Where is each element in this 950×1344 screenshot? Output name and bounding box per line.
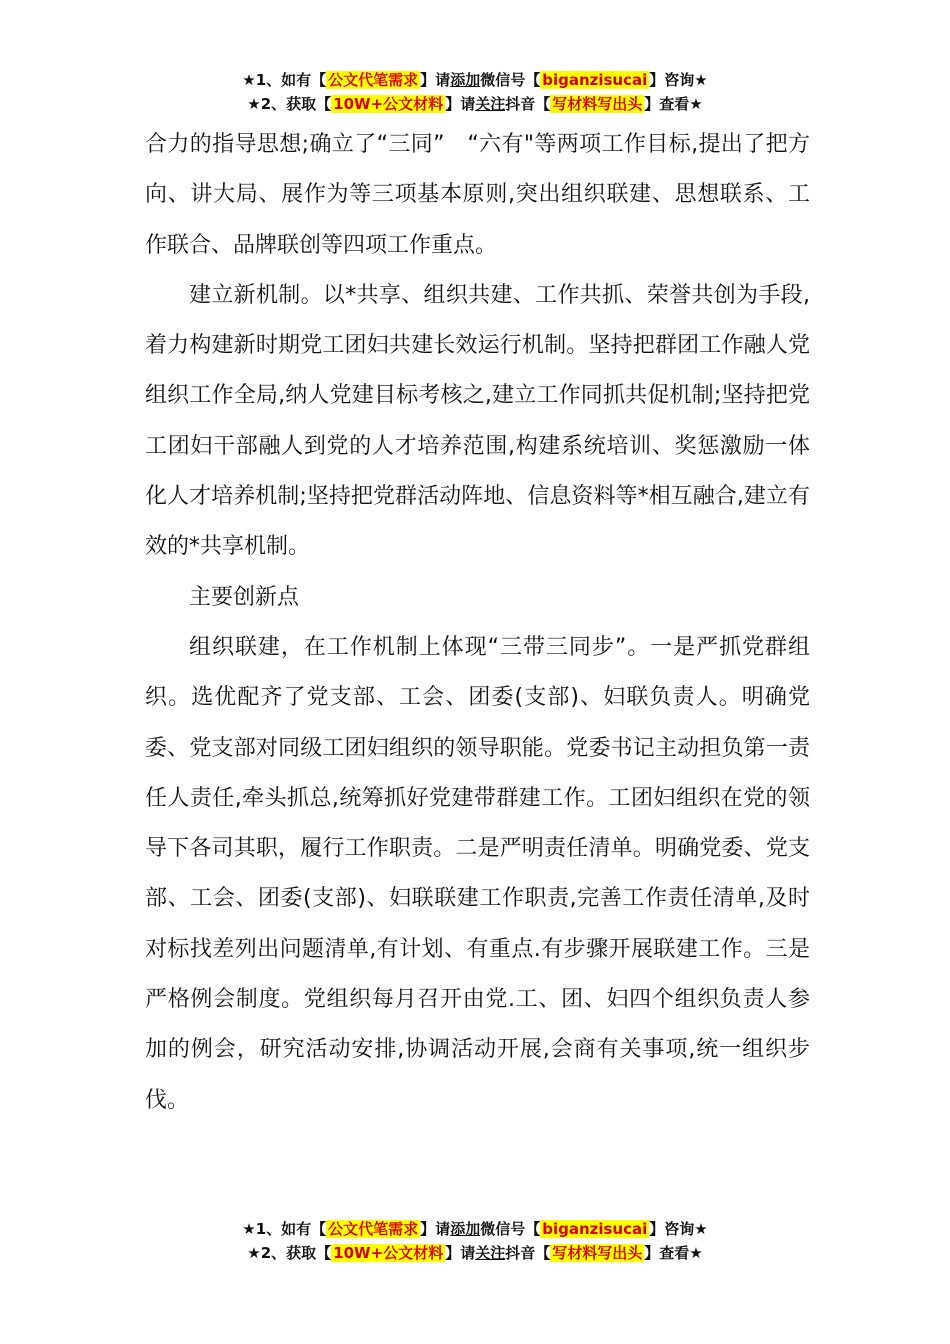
promo-text: ★2、获取【 [247,95,332,113]
document-body [145,120,810,1126]
promo-text: 】请 [445,95,476,113]
promo-text: ★1、如有【 [242,1220,327,1238]
promo-line-1 [0,1217,950,1241]
highlight-ghostwriting: 公文代笔需求 [328,71,419,89]
promo-line-2 [0,1241,950,1265]
promo-banner-bottom [0,1217,950,1265]
promo-text: 】查看★ [644,1244,703,1262]
paragraph-organization-joint-building: 组织联建，在工作机制上体现“三带三同步”。一是严抓党群组织。选优配齐了党支部、工会、团委(支部)、妇联负责人。明确党委、党支部对同级工团妇组织的领导职能。党委书记主动担负第一责任人责任,牵头抓总,统筹抓好党建带群建工作。工团妇组织在党的领导下各司其职，履行工作职责。二是严明责任清单。明确党委、党支部、工会、团委(支部)、妇联联建工作职责,完善工作责任清单,及时对标找差列出问题清单,有计划、有重点.有步骤开展联建工作。三是严格例会制度。党组织每月召开由党.工、团、妇四个组织负责人参加的例会，研究活动安排,协调活动开展,会商有关事项,统一组织步伐。 [145,634,810,1113]
highlight-douyin-account: 写材料写出头 [552,1244,643,1262]
promo-text: 】请 [420,71,451,89]
promo-text: 】咨询★ [649,71,708,89]
underlined-follow: 关注 [475,1244,506,1262]
highlight-wechat-id: biganzisucai [542,1220,648,1238]
promo-text: 抖音【 [505,95,551,113]
promo-text: 】咨询★ [649,1220,708,1238]
promo-text: ★1、如有【 [242,71,327,89]
paragraph-guiding-thought: 合力的指导思想;确立了“三同” “六有"等两项工作目标,提出了把方向、讲大局、展作为等三项基本原则,突出组织联建、思想联系、工作联合、品牌联创等四项工作重点。 [145,132,810,258]
highlight-materials: 10W+公文材料 [333,95,444,113]
paragraph-new-mechanism: 建立新机制。以*共享、组织共建、工作共抓、荣誉共创为手段,着力构建新时期党工团妇共建长效运行机制。坚持把群团工作融人党组织工作全局,纳人党建目标考核之,建立工作同抓共促机制;坚持把党工团妇干部融人到党的人才培养范围,构建系统培训、奖惩激励一体化人才培养机制;坚持把党群活动阵地、信息资料等*相互融合,建立有效的*共享机制。 [145,282,810,560]
underlined-add: 添加 [450,71,481,89]
promo-text: 】请 [420,1220,451,1238]
highlight-ghostwriting: 公文代笔需求 [328,1220,419,1238]
promo-banner-top [0,68,950,116]
promo-text: 】请 [445,1244,476,1262]
promo-line-2 [0,92,950,116]
highlight-douyin-account: 写材料写出头 [552,95,643,113]
highlight-wechat-id: biganzisucai [542,71,648,89]
promo-line-1 [0,68,950,92]
underlined-follow: 关注 [475,95,506,113]
promo-text: 微信号【 [480,1220,541,1238]
section-heading-innovation: 主要创新点 [189,584,300,610]
underlined-add: 添加 [450,1220,481,1238]
promo-text: 】查看★ [644,95,703,113]
highlight-materials: 10W+公文材料 [333,1244,444,1262]
promo-text: 微信号【 [480,71,541,89]
promo-text: 抖音【 [505,1244,551,1262]
promo-text: ★2、获取【 [247,1244,332,1262]
